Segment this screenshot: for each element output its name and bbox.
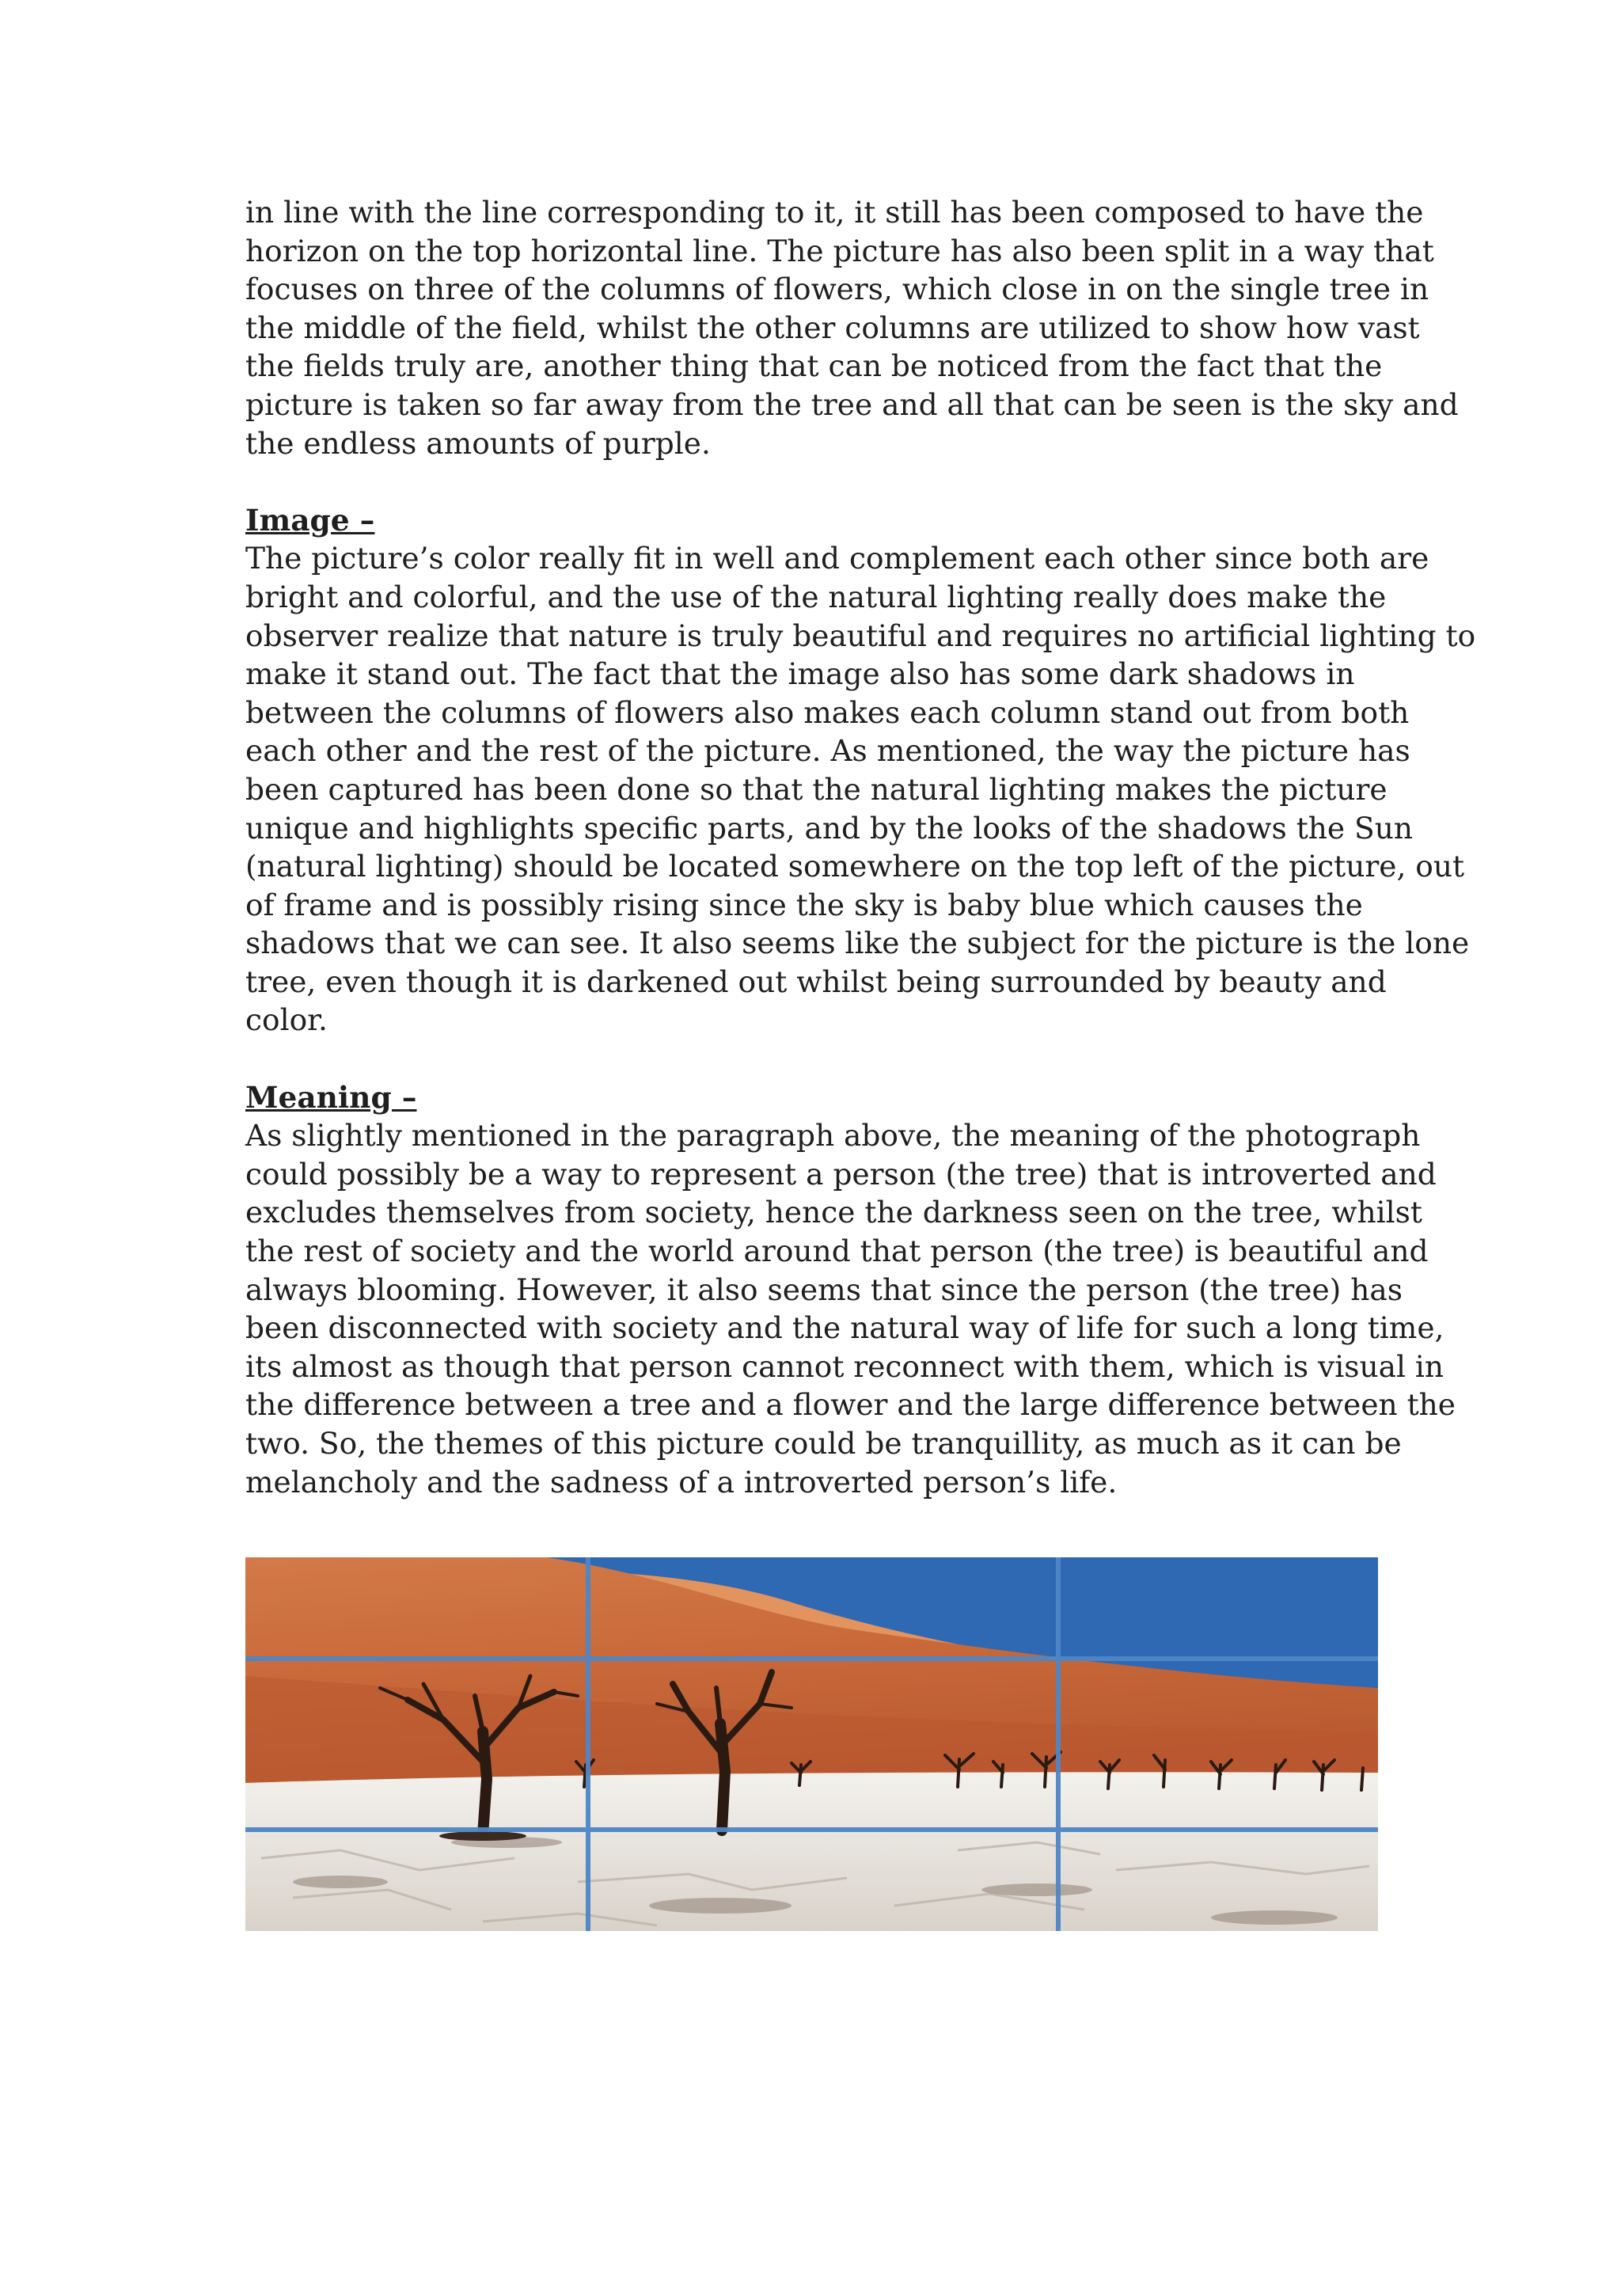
text-line: each other and the rest of the picture. As mentioned, the way the picture has <box>245 733 1410 769</box>
text-line: of frame and is possibly rising since the sky is baby blue which causes the <box>245 887 1363 922</box>
meaning-heading: Meaning – <box>245 1079 417 1115</box>
text-line: observer realize that nature is truly beautiful and requires no artificial lighting to <box>245 618 1476 653</box>
text-line: horizon on the top horizontal line. The picture has also been split in a way that <box>245 233 1434 268</box>
text-line: the difference between a tree and a flower and the large difference between the <box>245 1387 1456 1423</box>
text-line: excludes themselves from society, hence the darkness seen on the tree, whilst <box>245 1195 1422 1230</box>
text-line: the endless amounts of purple. <box>245 425 711 461</box>
text-line: focuses on three of the columns of flowers, which close in on the single tree in <box>245 272 1429 307</box>
text-line: make it stand out. The fact that the image also has some dark shadows in <box>245 656 1355 692</box>
text-line: its almost as though that person cannot reconnect with them, which is visual in <box>245 1348 1444 1384</box>
text-line: been captured has been done so that the natural lighting makes the picture <box>245 771 1388 807</box>
salt-pan <box>245 1772 1378 1931</box>
text-line: could possibly be a way to represent a person (the tree) that is introverted and <box>245 1156 1437 1192</box>
text-line: The picture’s color really fit in well and complement each other since both are <box>245 541 1429 576</box>
text-line: bright and colorful, and the use of the natural lighting really does make the <box>245 579 1387 614</box>
text-line: between the columns of flowers also makes each column stand out from both <box>245 694 1410 730</box>
tree-left-shadow <box>439 1831 526 1841</box>
text-line: As slightly mentioned in the paragraph above, the meaning of the photograph <box>245 1118 1421 1154</box>
text-line: the rest of society and the world around that person (the tree) is beautiful and <box>245 1234 1429 1269</box>
rule-of-thirds-photo <box>245 1557 1378 1931</box>
text-line: unique and highlights specific parts, and by the looks of the shadows the Sun <box>245 810 1414 846</box>
text-line: in line with the line corresponding to it, it still has been composed to have the <box>245 195 1424 230</box>
text-line: the fields truly are, another thing that can be noticed from the fact that the <box>245 348 1383 384</box>
text-line: been disconnected with society and the natural way of life for such a long time, <box>245 1310 1444 1346</box>
text-line: the middle of the field, whilst the other columns are utilized to show how vast <box>245 310 1420 345</box>
paragraph-image <box>245 539 1476 1040</box>
text-line: color. <box>245 1002 328 1038</box>
text-line: two. So, the themes of this picture could be tranquillity, as much as it can be <box>245 1426 1402 1461</box>
text-line: picture is taken so far away from the tree and all that can be seen is the sky and <box>245 386 1459 422</box>
text-line: melancholy and the sadness of a introverted person’s life. <box>245 1464 1118 1500</box>
image-heading: Image – <box>245 502 375 538</box>
paragraph-composition <box>245 193 1459 462</box>
document-body <box>245 193 1476 1501</box>
text-line: shadows that we can see. It also seems like the subject for the picture is the lone <box>245 926 1470 961</box>
text-line: tree, even though it is darkened out whilst being surrounded by beauty and <box>245 964 1387 999</box>
paragraph-meaning <box>245 1116 1456 1501</box>
text-line: always blooming. However, it also seems that since the person (the tree) has <box>245 1272 1403 1307</box>
text-line: (natural lighting) should be located somewhere on the top left of the picture, out <box>245 849 1465 884</box>
